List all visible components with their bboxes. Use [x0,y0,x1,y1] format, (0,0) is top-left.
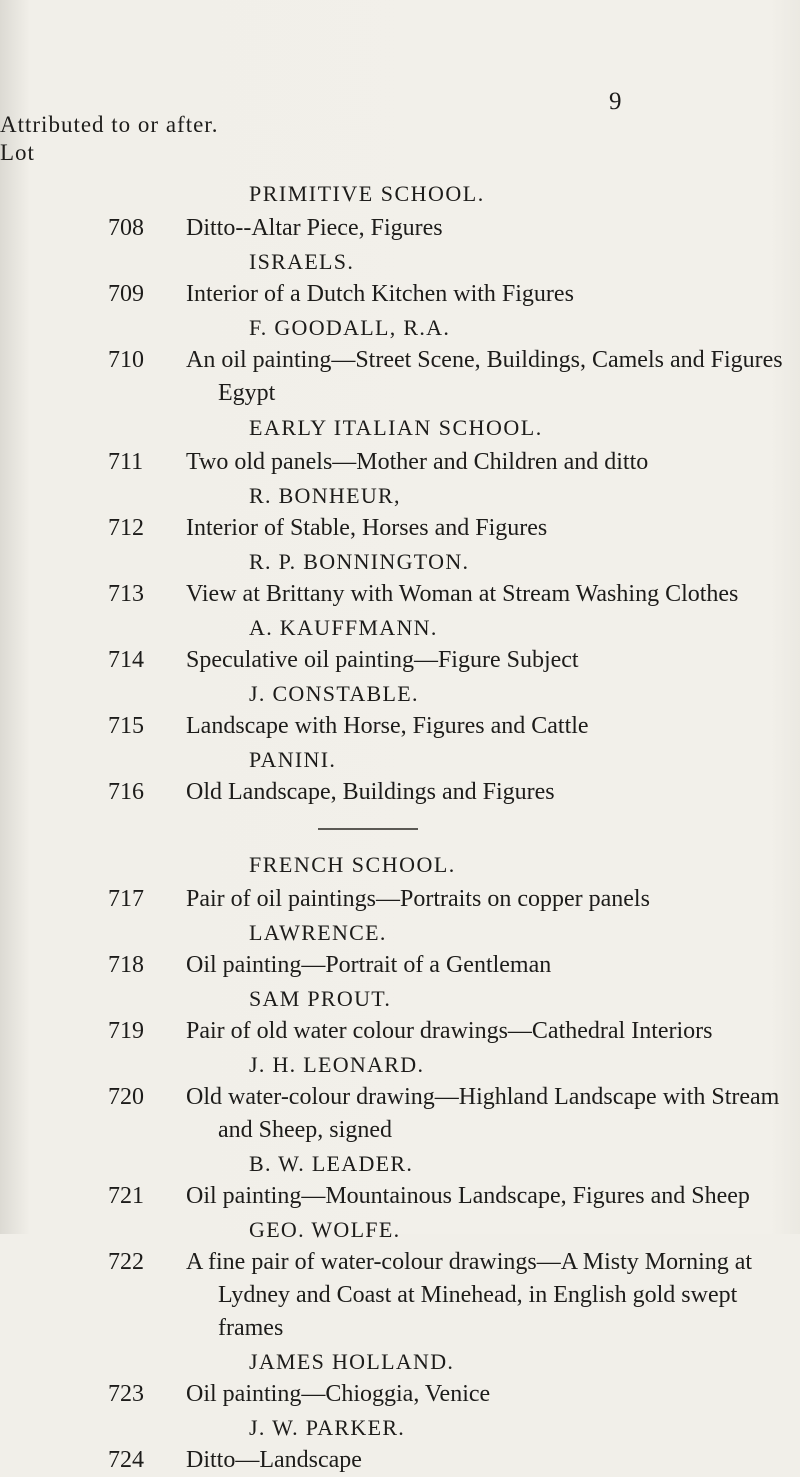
lot-description: View at Brittany with Woman at Stream Washing Clothes [186,581,739,607]
lot-number: 709 [108,281,144,307]
artist-heading: B. W. LEADER. [249,1151,414,1176]
artist-heading: J. CONSTABLE. [249,681,419,706]
artist-heading: J. W. PARKER. [249,1415,406,1440]
artist-heading: PANINI. [249,747,337,772]
lot-entry [0,1378,800,1411]
lot-description: Landscape with Horse, Figures and Cattle [186,713,589,739]
lot-entry [0,776,800,809]
lot-description: A fine pair of water-colour drawings—A Misty Morning at [186,1249,753,1275]
artist-heading: LAWRENCE. [249,920,387,945]
artist-heading: JAMES HOLLAND. [249,1349,455,1374]
lot-description: An oil painting—Street Scene, Buildings, Camels and Figures [186,347,783,373]
lot-entry [0,344,800,410]
lot-description-continued: Lydney and Coast at Minehead, in English gold swept [218,1282,738,1308]
artist-heading: F. GOODALL, R.A. [249,315,451,340]
lot-entry [0,212,800,245]
lot-entry [0,1246,800,1345]
lot-description-continued: frames [218,1315,284,1341]
lot-number: 708 [108,215,144,241]
lot-description: Ditto--Altar Piece, Figures [186,215,443,241]
lot-list [0,176,800,1477]
lot-entry [0,1015,800,1048]
lot-entry [0,1180,800,1213]
lot-number: 718 [108,952,144,978]
section-divider [0,809,800,847]
lot-entry [0,446,800,479]
lot-description: Two old panels—Mother and Children and ditto [186,449,649,475]
lot-description: Pair of oil paintings—Portraits on copper panels [186,886,650,912]
lot-number: 721 [108,1183,144,1209]
lot-description-continued: and Sheep, signed [218,1117,392,1143]
lot-entry [0,578,800,611]
artist-heading: J. H. LEONARD. [249,1052,425,1077]
lot-number: 717 [108,886,144,912]
lot-description: Speculative oil painting—Figure Subject [186,647,579,673]
school-heading: EARLY ITALIAN SCHOOL. [249,415,543,440]
lot-entry [0,1081,800,1147]
lot-description: Interior of a Dutch Kitchen with Figures [186,281,574,307]
lot-number: 710 [108,347,144,373]
lot-description: Interior of Stable, Horses and Figures [186,515,548,541]
lot-entry [0,1444,800,1477]
school-heading: PRIMITIVE SCHOOL. [249,181,485,206]
lot-description: Pair of old water colour drawings—Cathedral Interiors [186,1018,713,1044]
lot-description: Old Landscape, Buildings and Figures [186,779,555,805]
lot-number: 719 [108,1018,144,1044]
lot-entry [0,710,800,743]
artist-heading: ISRAELS. [249,249,355,274]
lot-number: 720 [108,1084,144,1110]
lot-entry [0,949,800,982]
lot-description: Oil painting—Mountainous Landscape, Figures and Sheep [186,1183,750,1209]
lot-number: 716 [108,779,144,805]
lot-description: Oil painting—Chioggia, Venice [186,1381,491,1407]
lot-entry [0,644,800,677]
lot-number: 722 [108,1249,144,1275]
lot-number: 723 [108,1381,144,1407]
lot-number: 713 [108,581,144,607]
lot-number: 712 [108,515,144,541]
lot-number: 724 [108,1447,144,1473]
artist-heading: R. BONHEUR, [249,483,401,508]
artist-heading: R. P. BONNINGTON. [249,549,470,574]
lot-entry [0,883,800,916]
lot-number: 714 [108,647,144,673]
page-number: 9 [609,88,622,115]
intro-line: Attributed to or after. [0,112,219,137]
lot-description: Ditto—Landscape [186,1447,362,1473]
lot-entry [0,512,800,545]
artist-heading: SAM PROUT. [249,986,392,1011]
lot-description: Old water-colour drawing—Highland Landscape with Stream [186,1084,780,1110]
lot-entry [0,278,800,311]
artist-heading: A. KAUFFMANN. [249,615,438,640]
lot-description-continued: Egypt [218,380,276,406]
artist-heading: GEO. WOLFE. [249,1217,401,1242]
school-heading: FRENCH SCHOOL. [249,852,456,877]
lot-number: 711 [108,449,144,475]
lot-description: Oil painting—Portrait of a Gentleman [186,952,552,978]
lot-column-heading: Lot [0,140,35,165]
lot-number: 715 [108,713,144,739]
